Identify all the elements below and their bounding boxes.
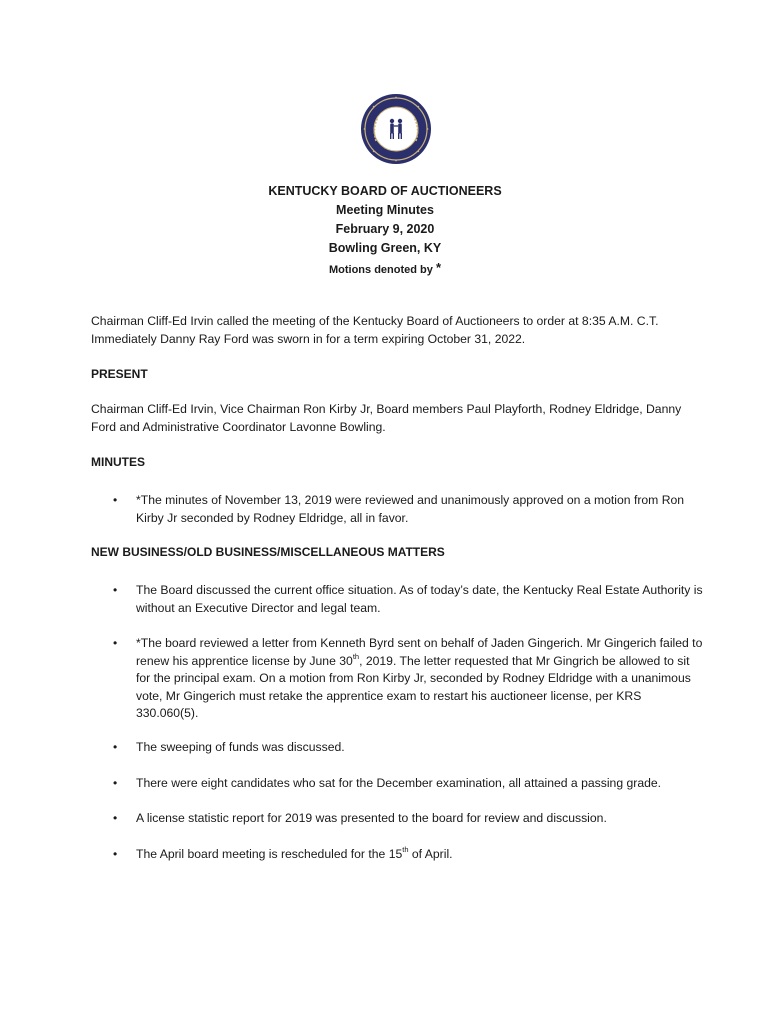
ordinal-suffix: th: [402, 845, 409, 854]
organization-title: KENTUCKY BOARD OF AUCTIONEERS: [268, 184, 502, 198]
motions-star-symbol: *: [435, 260, 441, 275]
bullet-icon: •: [113, 847, 118, 861]
business-item-text: The sweeping of funds was discussed.: [136, 740, 345, 754]
meeting-date: February 9, 2020: [335, 222, 435, 236]
bullet-icon: •: [113, 776, 118, 790]
present-heading: PRESENT: [91, 367, 148, 381]
bullet-icon: •: [113, 493, 118, 507]
item-text-part: The April board meeting is rescheduled for the 15: [136, 847, 403, 861]
motions-note-label: Motions denoted by: [328, 264, 433, 276]
document-heading: [0, 182, 770, 280]
present-paragraph: Chairman Cliff-Ed Irvin, Vice Chairman Ron Kirby Jr, Board members Paul Playforth, Rodney Eldridge, Danny Ford and Administrative Coordinator Lavonne Bowling.: [91, 402, 682, 434]
business-item-text: A license statistic report for 2019 was presented to the board for review and discussion.: [136, 811, 607, 825]
minutes-item-text: *The minutes of November 13, 2019 were reviewed and unanimously approved on a motion from Ron Kirby Jr seconded by Rodney Eldridge, all in favor.: [136, 493, 685, 525]
item-text-part: *The board reviewed a letter from Kenneth Byrd sent on behalf of Jaden Gingerich. Mr Gingerich failed to renew his apprentice license by June 30: [136, 636, 703, 668]
business-item-text: [136, 635, 703, 723]
item-text-part: , 2019. The letter requested that Mr Gingrich be allowed to sit for the principal exam. On a motion from Ron Kirby Jr, seconded by Rodney Eldridge with a unanimous vote, Mr Gingerich must retake the apprentice exam to restart his auctioneer license, per KRS 330.060(5).: [136, 653, 691, 720]
item-text-part: of April.: [408, 847, 453, 861]
bullet-icon: •: [113, 636, 118, 650]
ordinal-suffix: th: [352, 651, 360, 661]
minutes-heading: MINUTES: [91, 455, 145, 469]
business-item-text: [136, 846, 703, 864]
meeting-location: Bowling Green, KY: [328, 241, 442, 255]
document-type: Meeting Minutes: [336, 203, 434, 217]
intro-paragraph: Chairman Cliff-Ed Irvin called the meeting of the Kentucky Board of Auctioneers to order at 8:35 A.M. C.T. Immediately Danny Ray Ford was sworn in for a term expiring October 31, 2022.: [91, 314, 659, 346]
bullet-icon: •: [113, 740, 118, 754]
business-item-text: The Board discussed the current office situation. As of today’s date, the Kentucky Real Estate Authority is without an Executive Director and legal team.: [136, 583, 703, 615]
business-item-text: There were eight candidates who sat for the December examination, all attained a passing grade.: [136, 776, 662, 790]
business-heading: NEW BUSINESS/OLD BUSINESS/MISCELLANEOUS MATTERS: [91, 545, 445, 559]
bullet-icon: •: [113, 583, 118, 597]
motions-note: [0, 258, 770, 280]
bullet-icon: •: [113, 811, 118, 825]
kentucky-seal-logo: [360, 93, 432, 165]
